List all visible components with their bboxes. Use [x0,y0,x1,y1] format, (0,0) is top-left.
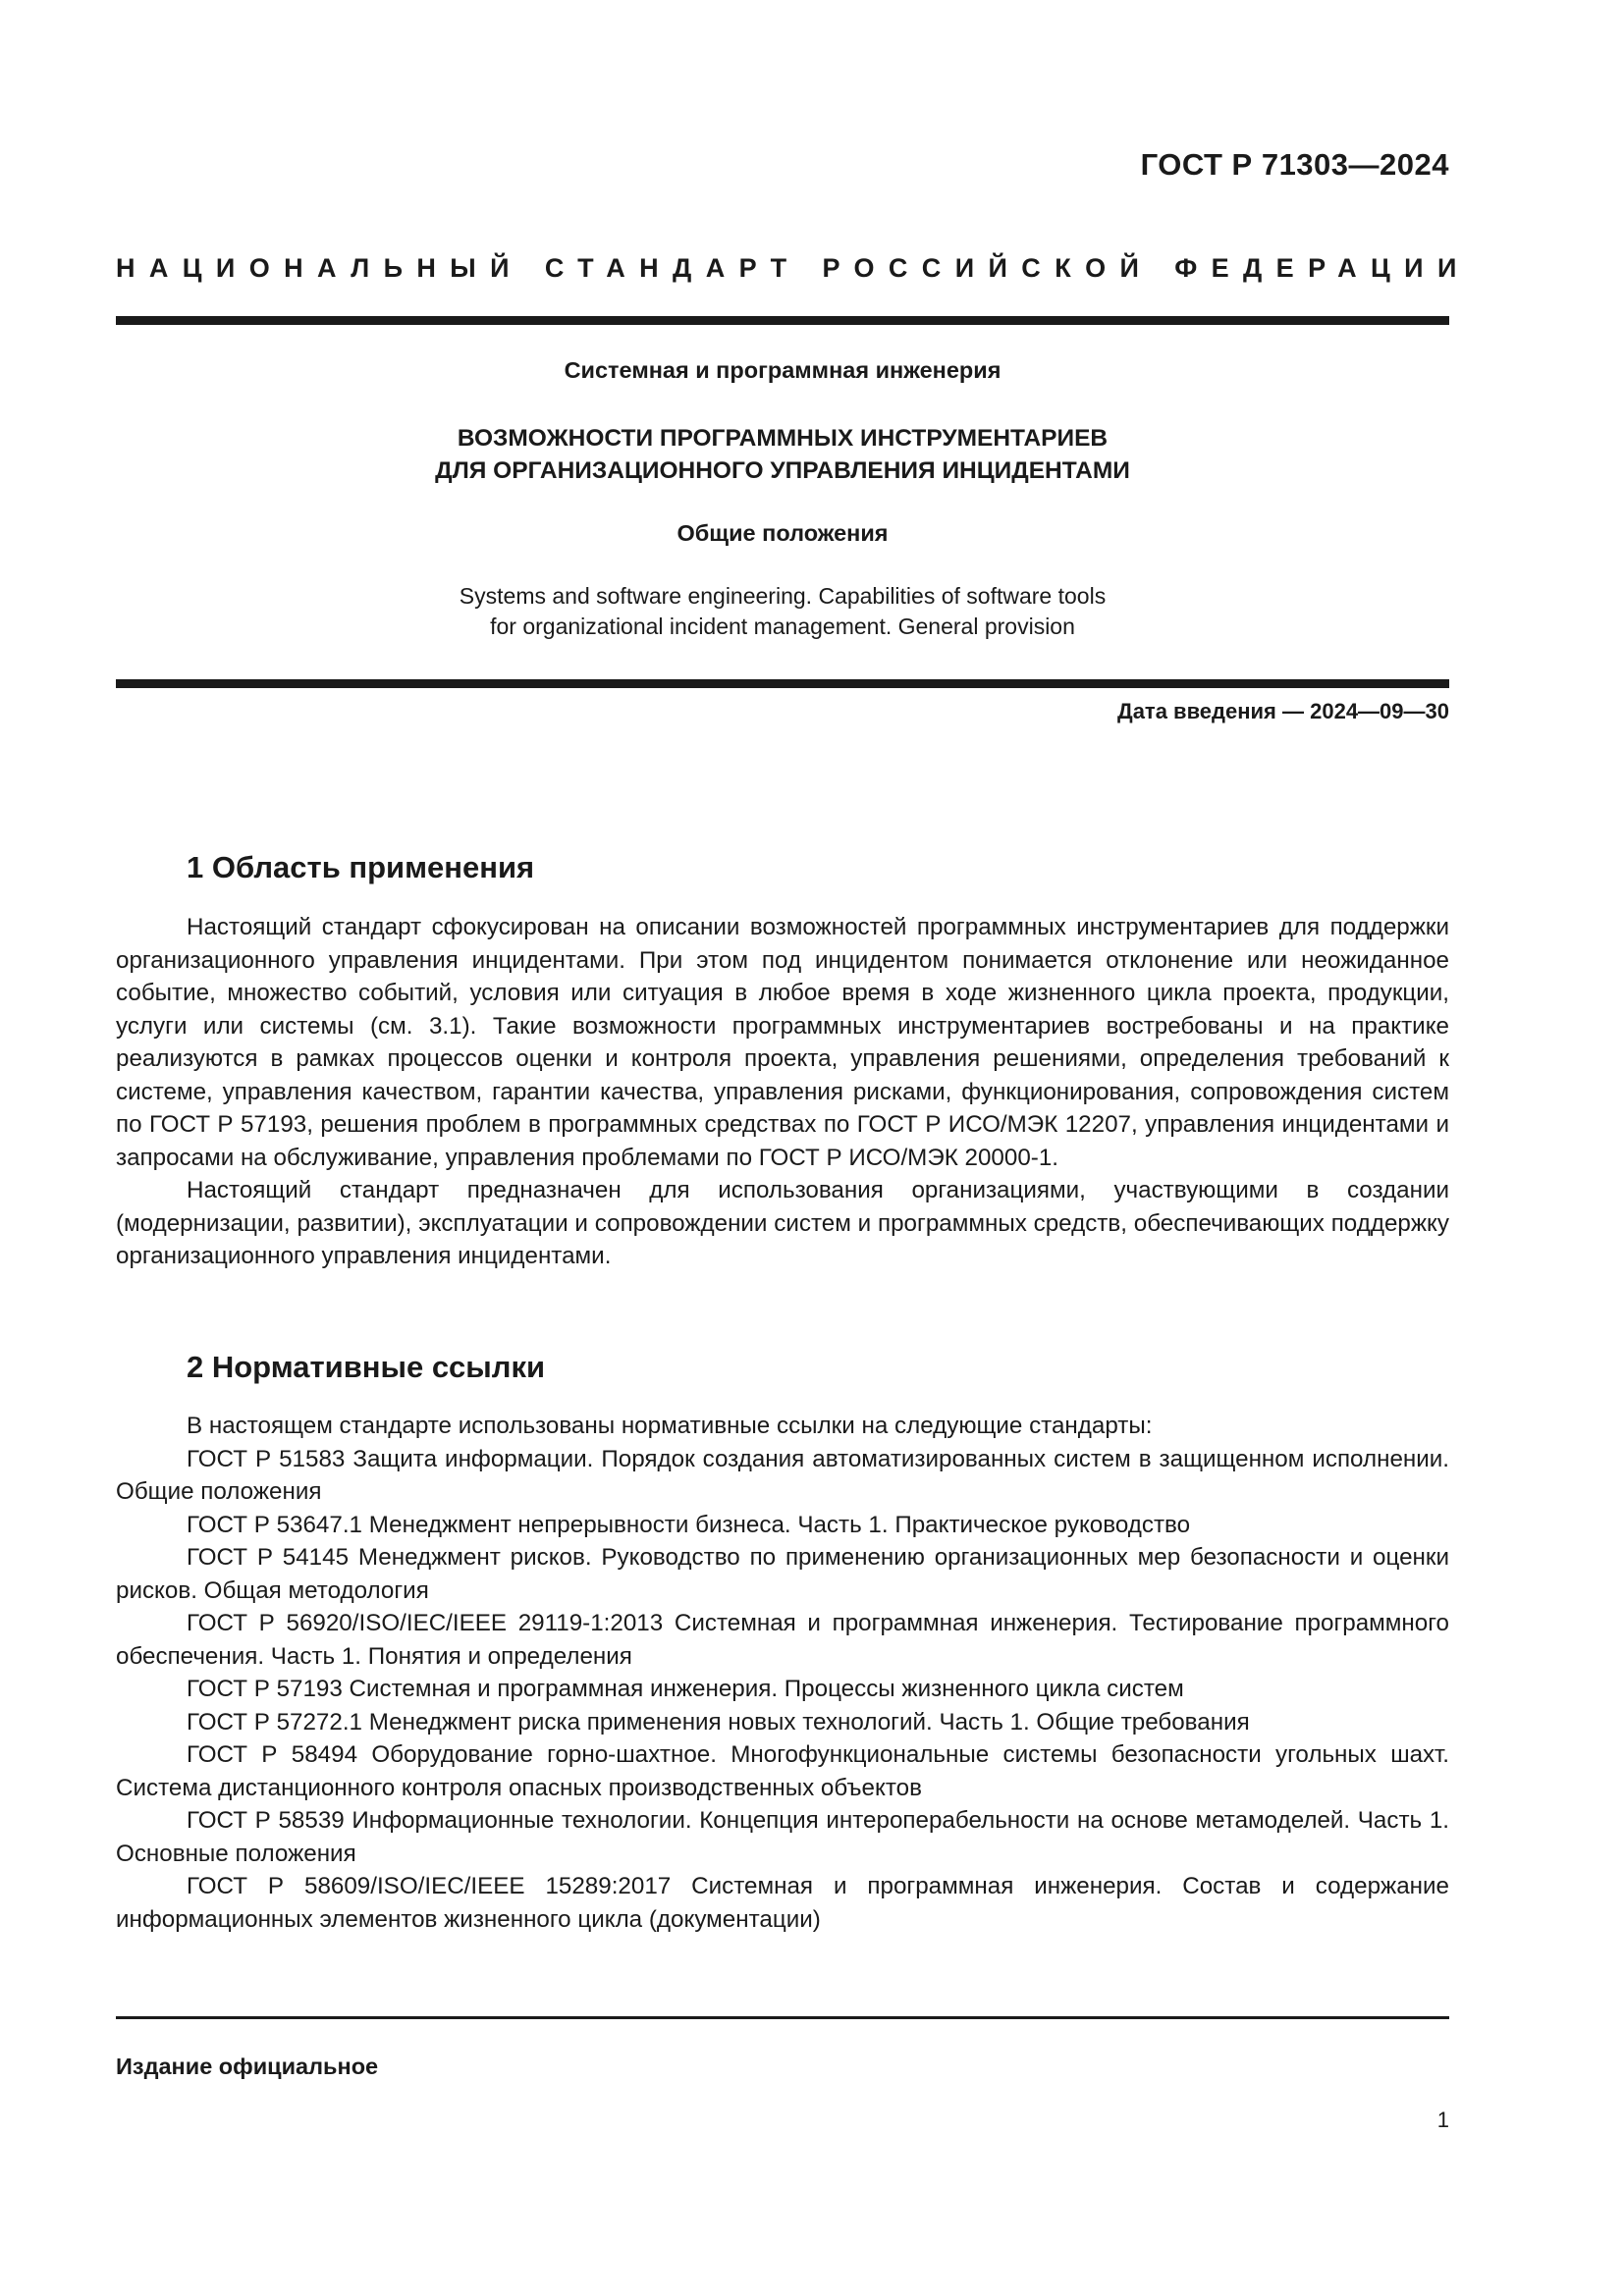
reference-item: ГОСТ Р 58609/ISO/IEC/IEEE 15289:2017 Системная и программная инженерия. Состав и содержание информационных элементов жизненного цикла (документации) [116,1873,1449,1933]
subject-area: Системная и программная инженерия [564,357,1001,383]
page-number: 1 [1436,2108,1449,2132]
national-standard-banner: НАЦИОНАЛЬНЫЙ СТАНДАРТ РОССИЙСКОЙ ФЕДЕРАЦИИ [116,253,1471,283]
footer-divider [116,2016,1449,2019]
reference-item: ГОСТ Р 54145 Менеджмент рисков. Руководство по применению организационных мер безопасности и оценки рисков. Общая методология [116,1544,1449,1604]
effective-date: Дата введения — 2024—09—30 [1117,699,1449,723]
section-body-scope [116,911,1449,1273]
reference-item: ГОСТ Р 56920/ISO/IEC/IEEE 29119-1:2013 Системная и программная инженерия. Тестирование программного обеспечения. Часть 1. Понятия и определения [116,1610,1449,1670]
top-divider [116,316,1449,325]
section-heading-scope: 1 Область применения [187,850,535,884]
reference-item: ГОСТ Р 58539 Информационные технологии. Концепция интероперабельности на основе метамоделей. Часть 1. Основные положения [116,1807,1449,1867]
document-title [116,422,1449,487]
english-title-line: for organizational incident management. General provision [490,614,1075,639]
document-subtitle: Общие положения [677,520,889,546]
reference-item: ГОСТ Р 51583 Защита информации. Порядок создания автоматизированных систем в защищенном исполнении. Общие положения [116,1445,1449,1505]
reference-item: ГОСТ Р 58494 Оборудование горно-шахтное. Многофункциональные системы безопасности угольных шахт. Система дистанционного контроля опасных производственных объектов [116,1741,1449,1801]
section-heading-normative-references: 2 Нормативные ссылки [187,1350,546,1384]
section-body-normative-references [116,1410,1449,1936]
paragraph: В настоящем стандарте использованы нормативные ссылки на следующие стандарты: [187,1413,1153,1439]
title-line: ВОЗМОЖНОСТИ ПРОГРАММНЫХ ИНСТРУМЕНТАРИЕВ [457,425,1109,452]
reference-item: ГОСТ Р 57272.1 Менеджмент риска применения новых технологий. Часть 1. Общие требования [187,1708,1250,1735]
paragraph: Настоящий стандарт предназначен для использования организациями, участвующими в создании (модернизации, развитии), эксплуатации и сопровождении систем и программных средств, обеспечивающих поддержку организационного управления инцидентами. [116,1177,1449,1269]
reference-item: ГОСТ Р 53647.1 Менеджмент непрерывности бизнеса. Часть 1. Практическое руководство [187,1511,1191,1538]
document-number: ГОСТ Р 71303—2024 [1140,147,1449,182]
english-title [116,581,1449,642]
title-line: ДЛЯ ОРГАНИЗАЦИОННОГО УПРАВЛЕНИЯ ИНЦИДЕНТАМИ [435,457,1130,484]
paragraph: Настоящий стандарт сфокусирован на описании возможностей программных инструментариев для поддержки организационного управления инцидентами. При этом под инцидентом понимается отклонение или неожиданное событие, множество событий, условия или ситуация в любое время в ходе жизненного цикла проекта, продукции, услуги или системы (см. 3.1). Такие возможности программных инструментариев востребованы и на практике реализуются в рамках процессов оценки и контроля проекта, управления решениями, определения требований к системе, управления качеством, гарантии качества, управления рисками, функционирования, сопровождения систем по ГОСТ Р 57193, решения проблем в программных средствах по ГОСТ Р ИСО/МЭК 12207, управления инцидентами и запросами на обслуживание, управления проблемами по ГОСТ Р ИСО/МЭК 20000-1. [116,914,1449,1171]
official-edition-label: Издание официальное [116,2054,379,2079]
reference-item: ГОСТ Р 57193 Системная и программная инженерия. Процессы жизненного цикла систем [187,1676,1184,1702]
title-divider [116,679,1449,688]
document-page [116,0,1471,2296]
english-title-line: Systems and software engineering. Capabilities of software tools [459,583,1107,609]
